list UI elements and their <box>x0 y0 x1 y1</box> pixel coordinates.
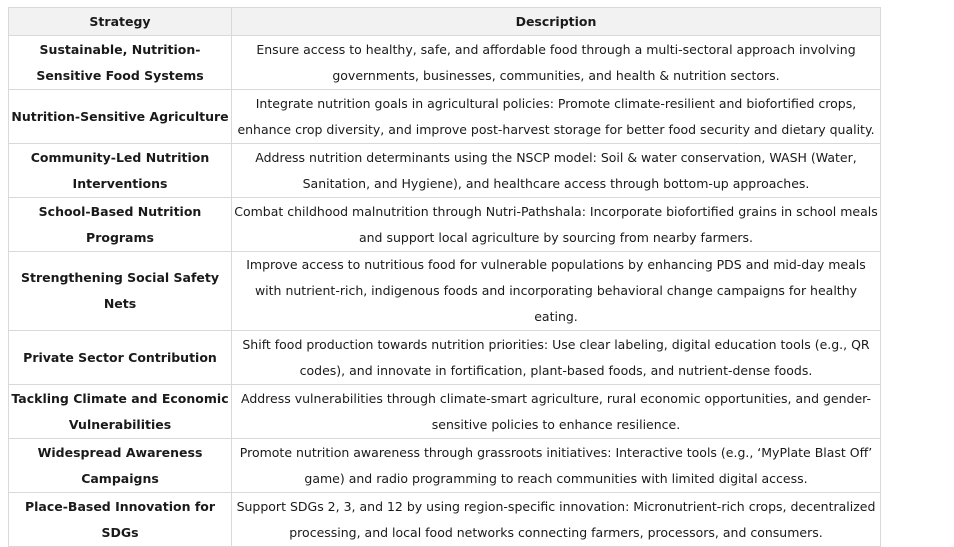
description-cell: Address nutrition determinants using the NSCP model: Soil & water conservation, WASH (Water, Sanitation, and Hygiene), and healthcare access through bottom-up approaches. <box>232 144 881 198</box>
table-body <box>9 36 881 547</box>
table-row <box>9 36 881 90</box>
description-cell: Improve access to nutritious food for vulnerable populations by enhancing PDS and mid-day meals with nutrient-rich, indigenous foods and incorporating behavioral change campaigns for healthy eating. <box>232 252 881 331</box>
description-cell: Integrate nutrition goals in agricultural policies: Promote climate-resilient and biofortified crops, enhance crop diversity, and improve post-harvest storage for better food security and dietary quality. <box>232 90 881 144</box>
strategy-cell: Community-Led Nutrition Interventions <box>9 144 232 198</box>
table-row <box>9 198 881 252</box>
strategy-cell: Place-Based Innovation for SDGs <box>9 493 232 547</box>
table-header <box>9 8 881 36</box>
strategy-cell: Private Sector Contribution <box>9 331 232 385</box>
table-row <box>9 331 881 385</box>
description-cell: Support SDGs 2, 3, and 12 by using region-specific innovation: Micronutrient-rich crops, decentralized processing, and local food networks connecting farmers, processors, and consumers. <box>232 493 881 547</box>
description-cell: Shift food production towards nutrition priorities: Use clear labeling, digital education tools (e.g., QR codes), and innovate in fortification, plant-based foods, and nutrient-dense foods. <box>232 331 881 385</box>
strategy-cell: Strengthening Social Safety Nets <box>9 252 232 331</box>
header-description: Description <box>232 8 881 36</box>
table-row <box>9 385 881 439</box>
description-cell: Address vulnerabilities through climate-smart agriculture, rural economic opportunities, and gender-sensitive policies to enhance resilience. <box>232 385 881 439</box>
table-row <box>9 493 881 547</box>
strategy-table <box>8 7 881 547</box>
description-cell: Promote nutrition awareness through grassroots initiatives: Interactive tools (e.g., ‘MyPlate Blast Off’ game) and radio programming to reach communities with limited digital access. <box>232 439 881 493</box>
table-row <box>9 144 881 198</box>
strategy-cell: Widespread Awareness Campaigns <box>9 439 232 493</box>
table-row <box>9 252 881 331</box>
table-row <box>9 439 881 493</box>
strategy-cell: School-Based Nutrition Programs <box>9 198 232 252</box>
strategy-cell: Tackling Climate and Economic Vulnerabilities <box>9 385 232 439</box>
strategy-table-container <box>8 7 880 547</box>
strategy-cell: Sustainable, Nutrition-Sensitive Food Systems <box>9 36 232 90</box>
strategy-cell: Nutrition-Sensitive Agriculture <box>9 90 232 144</box>
header-strategy: Strategy <box>9 8 232 36</box>
description-cell: Ensure access to healthy, safe, and affordable food through a multi-sectoral approach involving governments, businesses, communities, and health & nutrition sectors. <box>232 36 881 90</box>
header-row <box>9 8 881 36</box>
table-row <box>9 90 881 144</box>
description-cell: Combat childhood malnutrition through Nutri-Pathshala: Incorporate biofortified grains in school meals and support local agriculture by sourcing from nearby farmers. <box>232 198 881 252</box>
